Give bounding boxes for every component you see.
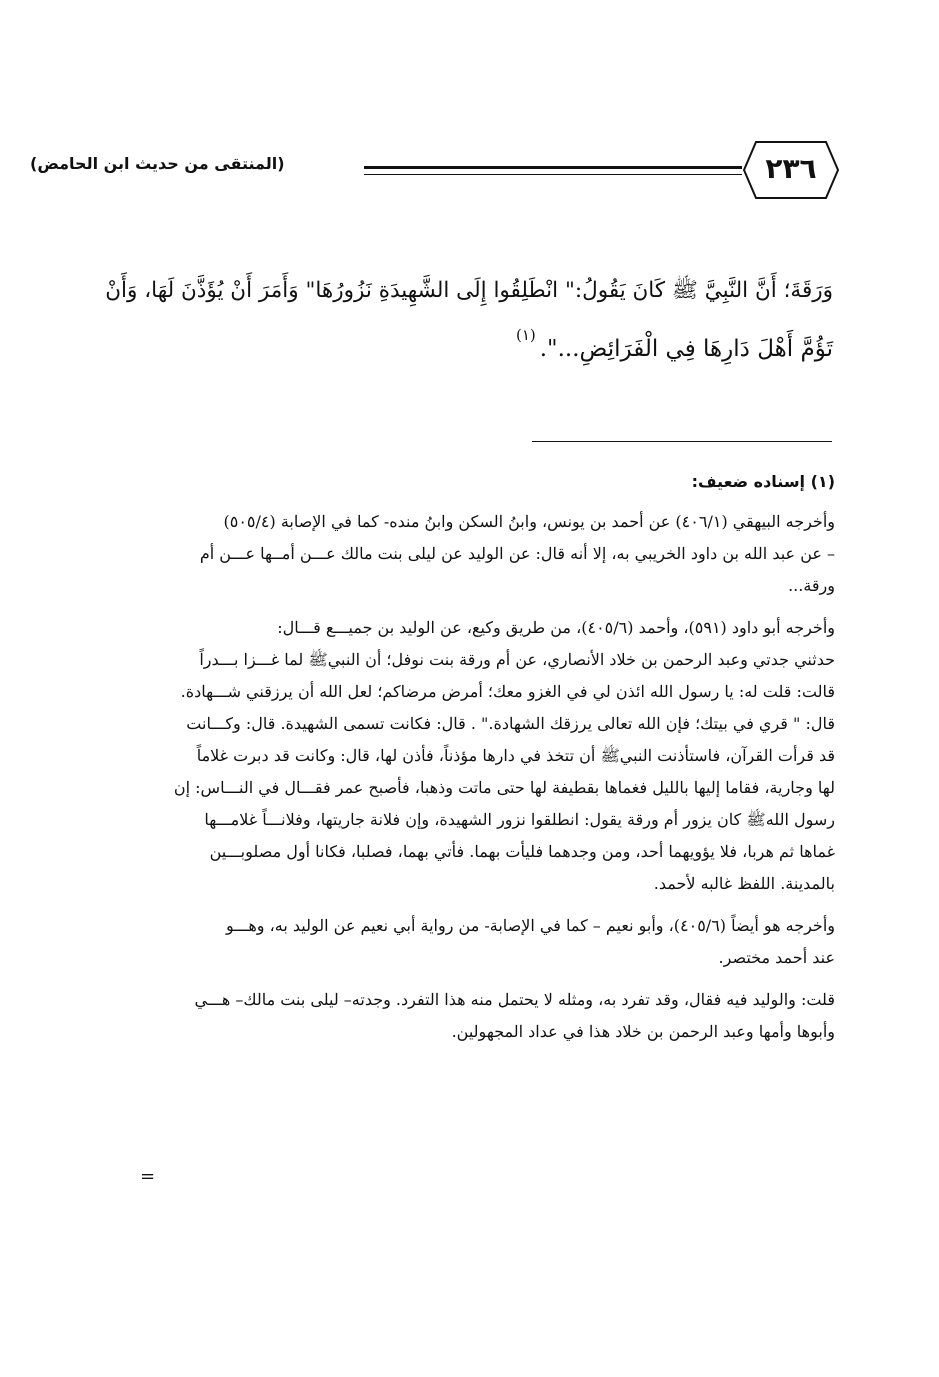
footnote-line: وأخرجه البيهقي (٤٠٦/١) عن أحمد بن يونس، وابنُ السكن وابنُ منده- كما في الإصابة (٥٠٥/٤) xyxy=(223,512,835,531)
hadith-text xyxy=(98,262,833,380)
header-double-rule xyxy=(364,166,742,175)
footnote-line: قلت: والوليد فيه فقال، وقد تفرد به، ومثله لا يحتمل منه هذا التفرد. وجدته– ليلى بنت مالك– هـــي xyxy=(194,990,835,1009)
footnote-paragraph-2 xyxy=(98,612,835,900)
footnote-paragraph-1 xyxy=(98,506,835,602)
continuation-mark: = xyxy=(140,1166,156,1187)
footnote-line: غماها ثم هربا، فلا يؤويهما أحد، ومن وجدهما فليأت بهما. فأتي بهما، فصلبا، فكانا أول مصلوبـــين xyxy=(209,842,835,861)
footnote-line: قد قرأت القرآن، فاستأذنت النبيﷺ أن تتخذ في دارها مؤذناً، فأذن لها، قال: وكانت قد دبرت غلاماً xyxy=(196,746,835,765)
footnote-line: وأخرجه أبو داود (٥٩١)، وأحمد (٤٠٥/٦)، من طريق وكيع، عن الوليد بن جميـــع قـــال: xyxy=(277,618,835,637)
footnote-line: قال: " قري في بيتك؛ فإن الله تعالى يرزقك الشهادة." . قال: فكانت تسمى الشهيدة. قال: وكـــانت xyxy=(186,714,835,733)
hadith-line-2-text: تَؤُمَّ أَهْلَ دَارِهَا فِي الْفَرَائِضِ...". xyxy=(539,336,833,362)
footnote-line: وأبوها وأمها وعبد الرحمن بن خلاد هذا في عداد المجهولين. xyxy=(451,1022,835,1041)
page-header xyxy=(30,140,840,200)
footnote-line: وأخرجه هو أيضاً (٤٠٥/٦)، وأبو نعيم – كما في الإصابة- من رواية أبي نعيم عن الوليد به، وهـــو xyxy=(226,916,835,935)
footnote-line: قالت: قلت له: يا رسول الله ائذن لي في الغزو معك؛ أمرض مرضاكم؛ لعل الله أن يرزقني شـــهادة. xyxy=(180,682,835,701)
footnote-paragraph-3 xyxy=(98,910,835,974)
footnote-line: عند أحمد مختصر. xyxy=(718,948,835,967)
footnote-line: رسول اللهﷺ كان يزور أم ورقة يقول: انطلقوا نزور الشهيدة، وإن فلانة جاريتها، وفلانـــاً غلامـــها xyxy=(204,810,835,829)
footnote-paragraph-4 xyxy=(98,984,835,1048)
footnote-line: بالمدينة. اللفظ غالبه لأحمد. xyxy=(653,874,835,893)
footnote-line: – عن عبد الله بن داود الخريبي به، إلا أنه قال: عن الوليد عن ليلى بنت مالك عـــن أمــها عـــن أم xyxy=(199,544,835,563)
page-number-badge xyxy=(742,140,840,200)
footnote-heading: (١) إسناده ضعيف: xyxy=(691,472,835,491)
footnote-separator xyxy=(532,441,832,442)
page-number: ٢٣٦ xyxy=(765,152,817,185)
hadith-line-1: وَرَقَةَ؛ أَنَّ النَّبِيَّ ﷺ كَانَ يَقُولُ:" انْطَلِقُوا إِلَى الشَّهِيدَةِ نَزُورُهَا" وَأَمَرَ أَنْ يُؤَذَّنَ لَهَا، وَأَنْ xyxy=(105,278,833,303)
footnote-line: لها وجارية، فقاما إليها بالليل فغماها بقطيفة لها حتى ماتت وذهبا، فأصبح عمر فقـــال في النـــاس: إن xyxy=(173,778,835,797)
footnote-reference: (١) xyxy=(515,326,536,344)
book-title: (المنتقى من حديث ابن الحامض) xyxy=(30,154,285,173)
footnotes-section xyxy=(98,466,835,1058)
footnote-line: ورقة... xyxy=(788,576,835,595)
hadith-line-2 xyxy=(98,320,833,380)
footnote-line: حدثني جدتي وعبد الرحمن بن خلاد الأنصاري، عن أم ورقة بنت نوفل؛ أن النبيﷺ لما غـــزا بـــدراً xyxy=(199,650,835,669)
